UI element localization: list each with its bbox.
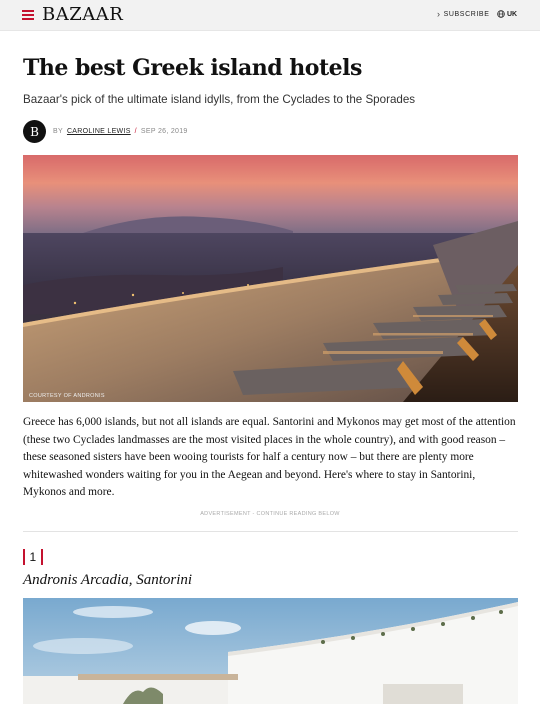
site-header bbox=[0, 0, 540, 31]
subscribe-link[interactable] bbox=[437, 11, 489, 18]
listing-number bbox=[23, 548, 43, 566]
chevron-right-icon: › bbox=[437, 9, 441, 19]
hero-image bbox=[23, 155, 518, 402]
article-title: The best Greek island hotels bbox=[23, 55, 362, 81]
listing-title: Andronis Arcadia, Santorini bbox=[23, 572, 193, 588]
divider bbox=[23, 531, 518, 532]
subscribe-label: SUBSCRIBE bbox=[443, 11, 490, 18]
edition-selector[interactable] bbox=[497, 10, 517, 18]
publish-date: SEP 26, 2019 bbox=[140, 128, 188, 135]
author-avatar[interactable]: B bbox=[23, 120, 46, 143]
article-intro: Greece has 6,000 islands, but not all islands are equal. Santorini and Mykonos may get most of the attention (these two Cyclades landmasses are the most visited places in the whole country), and with good reason – these seasoned sisters have been wooing tourists for half a century now – but there are plenty more whitewashed wonders waiting for you in the Aegean and beyond. Here's where to stay in Santorini, Mykonos and more. bbox=[23, 416, 516, 499]
listing-number-text: 1 bbox=[29, 550, 37, 564]
number-bar-right bbox=[41, 549, 43, 565]
article-dek: Bazaar's pick of the ultimate island idylls, from the Cyclades to the Sporades bbox=[23, 93, 416, 106]
byline-text bbox=[53, 128, 188, 135]
by-prefix: BY bbox=[53, 128, 63, 135]
image-credit: COURTESY OF ANDRONIS bbox=[29, 393, 105, 399]
site-logo[interactable]: BAZAAR bbox=[42, 4, 124, 25]
listing-image bbox=[23, 598, 518, 704]
edition-label: UK bbox=[507, 10, 518, 18]
byline bbox=[23, 120, 188, 143]
hamburger-icon[interactable] bbox=[22, 9, 34, 20]
advertisement-label: ADVERTISEMENT - CONTINUE READING BELOW bbox=[200, 511, 340, 517]
globe-icon bbox=[497, 10, 505, 18]
author-link[interactable]: CAROLINE LEWIS bbox=[66, 128, 131, 135]
byline-separator: / bbox=[134, 128, 137, 135]
